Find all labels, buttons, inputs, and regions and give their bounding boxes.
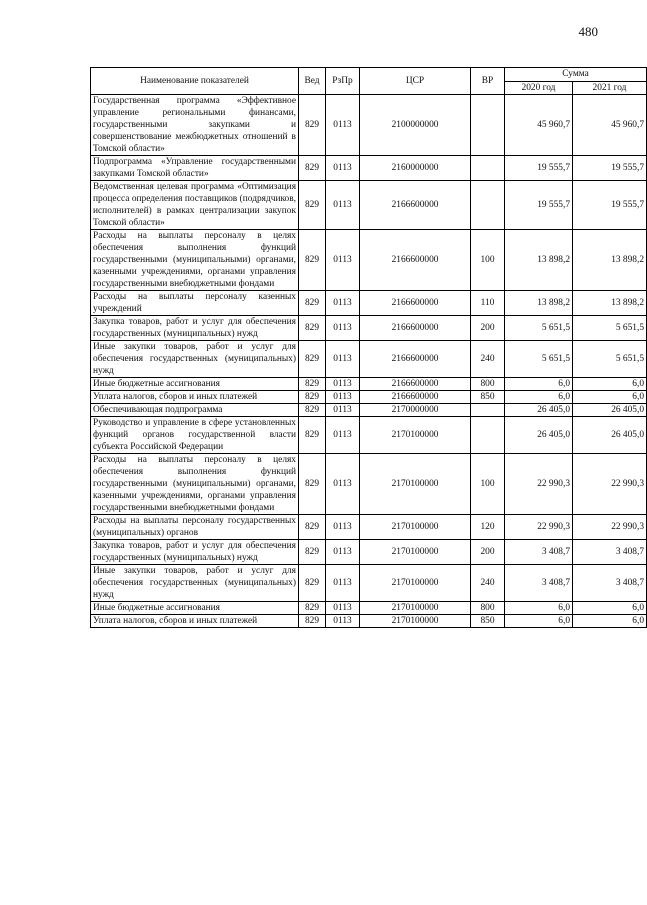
row-ved: 829 (299, 156, 326, 181)
row-name: Закупка товаров, работ и услуг для обеспечения государственных (муниципальных) нужд (91, 316, 299, 341)
row-rzpr: 0113 (326, 404, 360, 417)
row-sum-2021: 3 408,7 (573, 540, 647, 565)
header-year-2020: 2020 год (505, 81, 573, 95)
row-ved: 829 (299, 417, 326, 454)
row-sum-2021: 22 990,3 (573, 515, 647, 540)
row-name: Расходы на выплаты персоналу в целях обеспечения выполнения функций государственными (муниципальными) органами, казенными учреждениями, органами управления государственными внебюджетными фондами (91, 454, 299, 515)
row-sum-2020: 13 898,2 (505, 230, 573, 291)
row-sum-2020: 6,0 (505, 602, 573, 615)
row-rzpr: 0113 (326, 378, 360, 391)
row-name: Государственная программа «Эффективное управление региональными финансами, государственными закупками и совершенствование межбюджетных отношений в Томской области» (91, 95, 299, 156)
row-rzpr: 0113 (326, 540, 360, 565)
row-vr: 200 (471, 540, 505, 565)
row-sum-2020: 22 990,3 (505, 515, 573, 540)
table-row (91, 615, 647, 628)
row-sum-2020: 26 405,0 (505, 417, 573, 454)
row-ved: 829 (299, 540, 326, 565)
table-row (91, 156, 647, 181)
table-row (91, 316, 647, 341)
row-sum-2021: 13 898,2 (573, 291, 647, 316)
row-csr: 2170100000 (360, 602, 471, 615)
row-sum-2020: 45 960,7 (505, 95, 573, 156)
row-rzpr: 0113 (326, 515, 360, 540)
row-sum-2020: 22 990,3 (505, 454, 573, 515)
row-rzpr: 0113 (326, 230, 360, 291)
row-vr (471, 95, 505, 156)
row-vr: 850 (471, 391, 505, 404)
row-ved: 829 (299, 341, 326, 378)
row-sum-2020: 5 651,5 (505, 341, 573, 378)
row-ved: 829 (299, 181, 326, 230)
table-row (91, 404, 647, 417)
row-vr: 240 (471, 341, 505, 378)
row-ved: 829 (299, 404, 326, 417)
row-sum-2021: 5 651,5 (573, 341, 647, 378)
row-csr: 2100000000 (360, 95, 471, 156)
page-number: 480 (578, 24, 598, 39)
row-ved: 829 (299, 565, 326, 602)
row-ved: 829 (299, 515, 326, 540)
row-vr: 120 (471, 515, 505, 540)
header-sum: Сумма (505, 68, 647, 82)
row-vr: 100 (471, 230, 505, 291)
row-vr: 240 (471, 565, 505, 602)
row-csr: 2170100000 (360, 565, 471, 602)
row-csr: 2166600000 (360, 391, 471, 404)
row-rzpr: 0113 (326, 341, 360, 378)
table-row (91, 391, 647, 404)
row-rzpr: 0113 (326, 615, 360, 628)
row-sum-2020: 26 405,0 (505, 404, 573, 417)
row-name: Иные бюджетные ассигнования (91, 378, 299, 391)
row-vr: 800 (471, 378, 505, 391)
header-rzpr: РзПр (326, 68, 360, 95)
row-sum-2021: 19 555,7 (573, 181, 647, 230)
row-name: Расходы на выплаты персоналу казенных учреждений (91, 291, 299, 316)
row-vr: 100 (471, 454, 505, 515)
header-name: Наименование показателей (91, 68, 299, 95)
row-csr: 2170100000 (360, 454, 471, 515)
row-rzpr: 0113 (326, 454, 360, 515)
row-ved: 829 (299, 316, 326, 341)
row-name: Закупка товаров, работ и услуг для обеспечения государственных (муниципальных) нужд (91, 540, 299, 565)
row-sum-2021: 6,0 (573, 378, 647, 391)
table-row (91, 95, 647, 156)
row-rzpr: 0113 (326, 391, 360, 404)
row-vr: 850 (471, 615, 505, 628)
row-name: Иные закупки товаров, работ и услуг для обеспечения государственных (муниципальных) нужд (91, 565, 299, 602)
row-vr: 200 (471, 316, 505, 341)
row-ved: 829 (299, 230, 326, 291)
row-sum-2021: 26 405,0 (573, 404, 647, 417)
row-sum-2021: 5 651,5 (573, 316, 647, 341)
row-csr: 2160000000 (360, 156, 471, 181)
row-ved: 829 (299, 95, 326, 156)
row-sum-2021: 19 555,7 (573, 156, 647, 181)
table-row (91, 454, 647, 515)
row-csr: 2166600000 (360, 181, 471, 230)
row-vr (471, 156, 505, 181)
row-ved: 829 (299, 291, 326, 316)
header-year-2021: 2021 год (573, 81, 647, 95)
row-sum-2021: 22 990,3 (573, 454, 647, 515)
table-row (91, 378, 647, 391)
row-sum-2020: 5 651,5 (505, 316, 573, 341)
row-vr (471, 417, 505, 454)
row-csr: 2166600000 (360, 341, 471, 378)
row-vr (471, 404, 505, 417)
row-sum-2021: 13 898,2 (573, 230, 647, 291)
row-ved: 829 (299, 391, 326, 404)
row-rzpr: 0113 (326, 181, 360, 230)
row-sum-2021: 3 408,7 (573, 565, 647, 602)
row-ved: 829 (299, 615, 326, 628)
row-csr: 2170100000 (360, 417, 471, 454)
row-rzpr: 0113 (326, 156, 360, 181)
row-rzpr: 0113 (326, 291, 360, 316)
row-name: Уплата налогов, сборов и иных платежей (91, 391, 299, 404)
row-csr: 2166600000 (360, 316, 471, 341)
row-ved: 829 (299, 454, 326, 515)
row-sum-2020: 6,0 (505, 378, 573, 391)
row-csr: 2166600000 (360, 230, 471, 291)
row-name: Расходы на выплаты персоналу в целях обеспечения выполнения функций государственными (муниципальными) органами, казенными учреждениями, органами управления государственными внебюджетными фондами (91, 230, 299, 291)
table-row (91, 417, 647, 454)
table-row (91, 515, 647, 540)
row-rzpr: 0113 (326, 565, 360, 602)
row-vr: 800 (471, 602, 505, 615)
row-sum-2021: 26 405,0 (573, 417, 647, 454)
row-rzpr: 0113 (326, 316, 360, 341)
row-name: Ведомственная целевая программа «Оптимизация процесса определения поставщиков (подрядчиков, исполнителей) в рамках централизации закупок Томской области» (91, 181, 299, 230)
row-sum-2021: 6,0 (573, 615, 647, 628)
row-csr: 2170100000 (360, 540, 471, 565)
row-name: Иные закупки товаров, работ и услуг для обеспечения государственных (муниципальных) нужд (91, 341, 299, 378)
table-row (91, 341, 647, 378)
header-ved: Вед (299, 68, 326, 95)
table-row (91, 181, 647, 230)
row-name: Обеспечивающая подпрограмма (91, 404, 299, 417)
row-sum-2020: 19 555,7 (505, 181, 573, 230)
row-sum-2020: 6,0 (505, 615, 573, 628)
row-name: Уплата налогов, сборов и иных платежей (91, 615, 299, 628)
budget-table (90, 67, 647, 628)
row-name: Руководство и управление в сфере установленных функций органов государственной власти субъекта Российской Федерации (91, 417, 299, 454)
row-name: Подпрограмма «Управление государственными закупками Томской области» (91, 156, 299, 181)
row-sum-2020: 6,0 (505, 391, 573, 404)
row-sum-2021: 45 960,7 (573, 95, 647, 156)
row-vr: 110 (471, 291, 505, 316)
row-name: Иные бюджетные ассигнования (91, 602, 299, 615)
table-row (91, 565, 647, 602)
table-row (91, 540, 647, 565)
row-rzpr: 0113 (326, 95, 360, 156)
header-vr: ВР (471, 68, 505, 95)
row-vr (471, 181, 505, 230)
row-sum-2020: 3 408,7 (505, 565, 573, 602)
row-sum-2020: 19 555,7 (505, 156, 573, 181)
row-csr: 2170100000 (360, 515, 471, 540)
row-ved: 829 (299, 602, 326, 615)
row-ved: 829 (299, 378, 326, 391)
row-csr: 2166600000 (360, 291, 471, 316)
row-sum-2021: 6,0 (573, 391, 647, 404)
table-row (91, 291, 647, 316)
row-sum-2021: 6,0 (573, 602, 647, 615)
row-sum-2020: 3 408,7 (505, 540, 573, 565)
row-rzpr: 0113 (326, 417, 360, 454)
row-name: Расходы на выплаты персоналу государственных (муниципальных) органов (91, 515, 299, 540)
row-csr: 2170100000 (360, 615, 471, 628)
table-row (91, 602, 647, 615)
row-csr: 2166600000 (360, 378, 471, 391)
row-sum-2020: 13 898,2 (505, 291, 573, 316)
header-csr: ЦСР (360, 68, 471, 95)
row-csr: 2170000000 (360, 404, 471, 417)
table-row (91, 230, 647, 291)
row-rzpr: 0113 (326, 602, 360, 615)
